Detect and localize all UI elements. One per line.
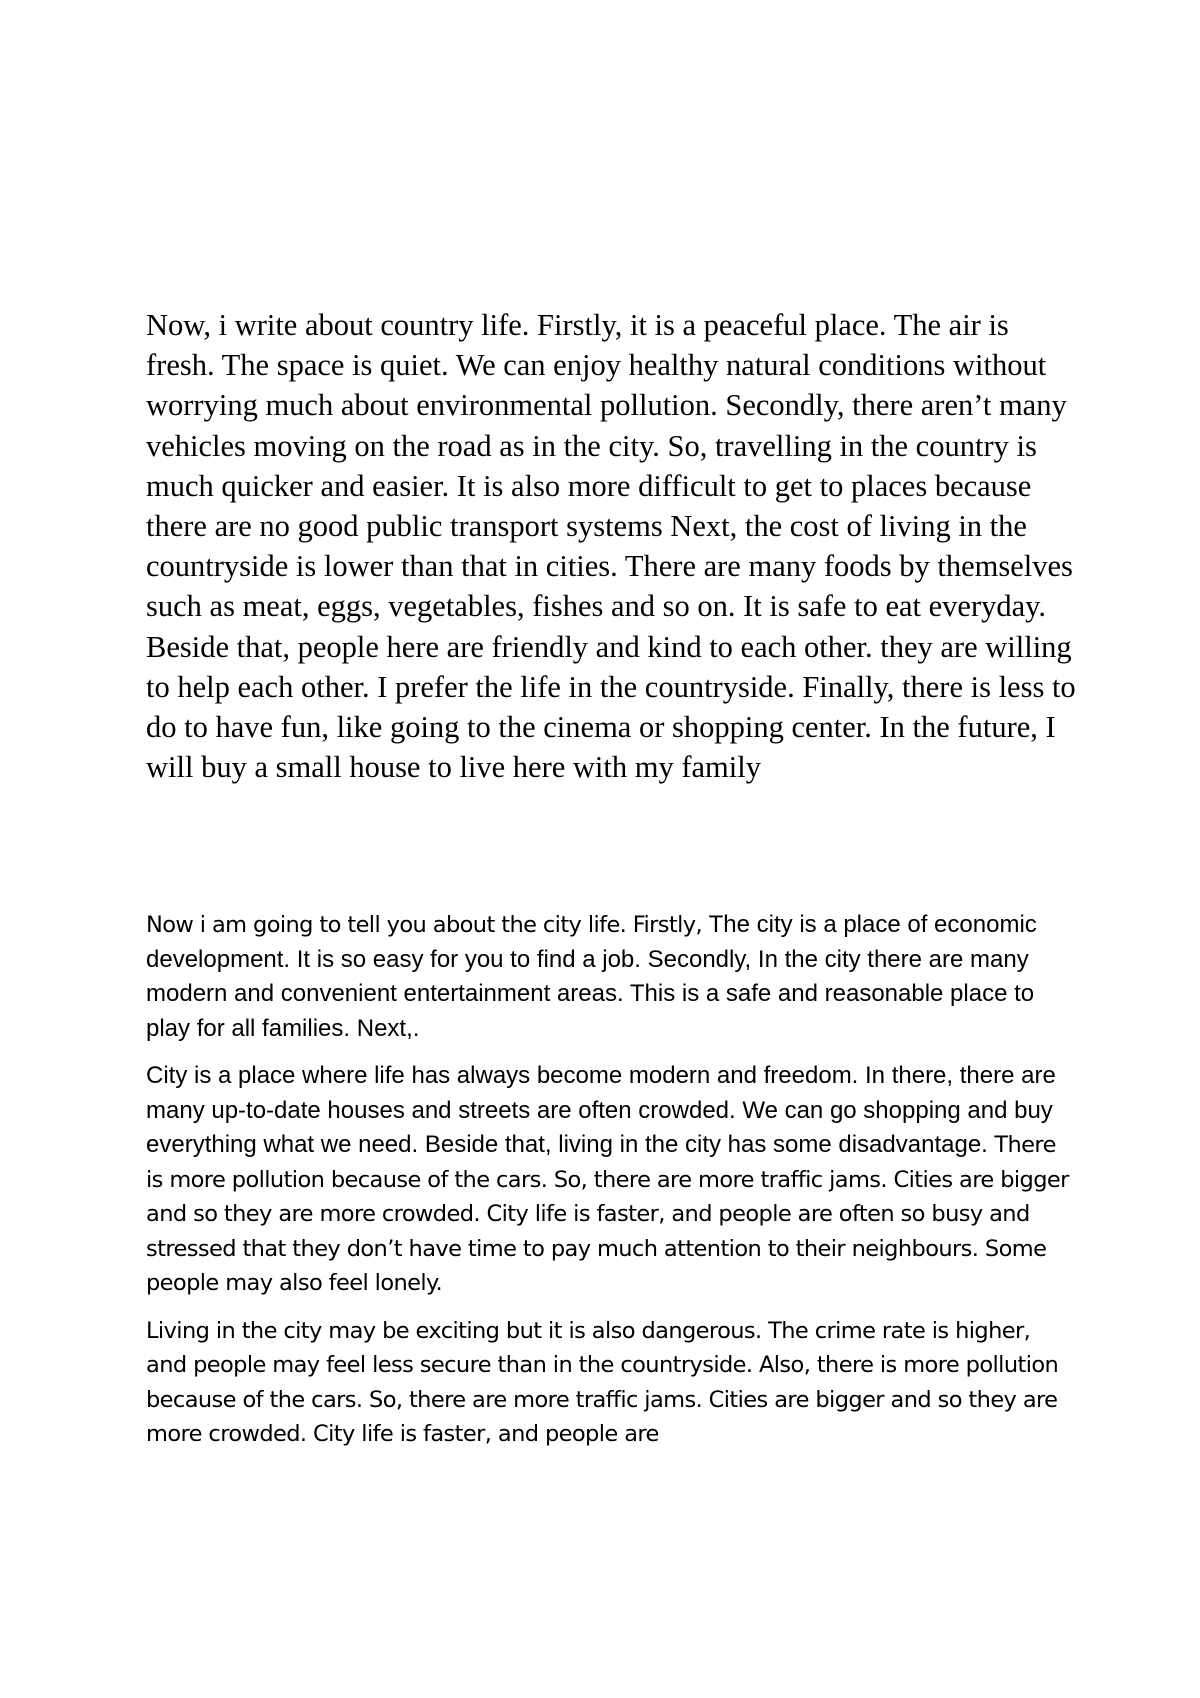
- city-life-paragraph-2-tail: There is more pollution because of the cars. So, there are more traffic jams. Cities are bigger and so they are more crowded. City life is faster, and people are often so busy and stressed that they don’t have time to pay much attention to their neighbours. Some people may also feel lonely.: [146, 1132, 1069, 1296]
- city-life-section: [146, 908, 1076, 1452]
- city-life-paragraph-3-text: Living in the city may be exciting but it is also dangerous. The crime rate is higher, and people may feel less secure than in the countryside. Also, there is more pollution because of the cars. So, there are more traffic jams. Cities are bigger and so they are more crowded. City life is faster, and people are: [146, 1317, 1059, 1447]
- city-life-intro-text: Now i am going to tell you about the city life. Firstly,: [146, 912, 709, 938]
- city-life-paragraph-2-body: City is a place where life has always become modern and freedom. In there, there are many up-to-date houses and streets are often crowded. We can go shopping and buy everything what we need. Beside that, living in the city has some disadvantage.: [146, 1062, 1056, 1158]
- country-life-paragraph: Now, i write about country life. Firstly, it is a peaceful place. The air is fresh. The space is quiet. We can enjoy healthy natural conditions without worrying much about environmental pollution. Secondly, there aren’t many vehicles moving on the road as in the city. So, travelling in the country is much quicker and easier. It is also more difficult to get to places because there are no good public transport systems Next, the cost of living in the countryside is lower than that in cities. There are many foods by themselves such as meat, eggs, vegetables, fishes and so on. It is safe to eat everyday. Beside that, people here are friendly and kind to each other. they are willing to help each other. I prefer the life in the countryside. Finally, there is less to do to have fun, like going to the cinema or shopping center. In the future, I will buy a small house to live here with my family: [146, 308, 1076, 785]
- city-life-paragraph-1-body: The city is a place of economic development. It is so easy for you to find a job. Secondly, In the city there are many modern and convenient entertainment areas. This is a safe and reasonable place to play for all families. Next,.: [146, 911, 1037, 1042]
- city-life-paragraph-1: [146, 908, 1076, 1046]
- city-life-paragraph-3: [146, 1314, 1076, 1452]
- city-life-paragraph-2: [146, 1059, 1076, 1301]
